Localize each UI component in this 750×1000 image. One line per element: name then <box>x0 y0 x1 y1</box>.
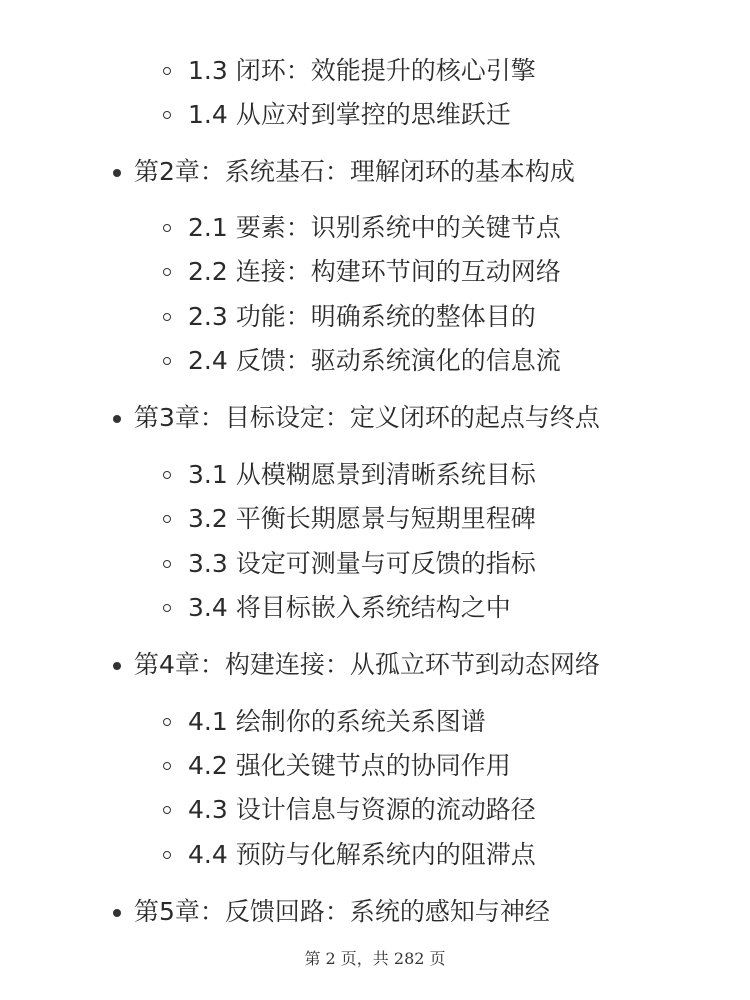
toc-section-label: 4.1 绘制你的系统关系图谱 <box>188 707 486 736</box>
toc-section-label: 3.1 从模糊愿景到清晰系统目标 <box>188 460 536 489</box>
circle-bullet-icon <box>163 224 171 232</box>
disc-bullet-icon <box>113 415 121 423</box>
toc-section-label: 3.4 将目标嵌入系统结构之中 <box>188 593 511 622</box>
toc-section-label: 2.4 反馈：驱动系统演化的信息流 <box>188 346 561 375</box>
toc-section-label: 4.3 设计信息与资源的流动路径 <box>188 795 536 824</box>
circle-bullet-icon <box>163 851 171 859</box>
page-number-footer: 第 2 页，共 282 页 <box>304 949 446 968</box>
disc-bullet-icon <box>113 169 121 177</box>
toc-chapter-label: 第4章：构建连接：从孤立环节到动态网络 <box>134 650 600 679</box>
circle-bullet-icon <box>163 515 171 523</box>
circle-bullet-icon <box>163 67 171 75</box>
circle-bullet-icon <box>163 268 171 276</box>
toc-section-label: 3.2 平衡长期愿景与短期里程碑 <box>188 504 536 533</box>
circle-bullet-icon <box>163 762 171 770</box>
toc-chapter-label: 第5章：反馈回路：系统的感知与神经 <box>134 897 550 926</box>
toc-section-label: 3.3 设定可测量与可反馈的指标 <box>188 549 536 578</box>
toc-chapter-label: 第2章：系统基石：理解闭环的基本构成 <box>134 157 575 186</box>
circle-bullet-icon <box>163 718 171 726</box>
circle-bullet-icon <box>163 111 171 119</box>
circle-bullet-icon <box>163 604 171 612</box>
circle-bullet-icon <box>163 560 171 568</box>
toc-section-label: 2.3 功能：明确系统的整体目的 <box>188 302 536 331</box>
circle-bullet-icon <box>163 471 171 479</box>
toc-chapter-label: 第3章：目标设定：定义闭环的起点与终点 <box>134 403 600 432</box>
toc-section-label: 2.2 连接：构建环节间的互动网络 <box>188 257 561 286</box>
disc-bullet-icon <box>113 909 121 917</box>
toc-section-label: 4.4 预防与化解系统内的阻滞点 <box>188 840 536 869</box>
disc-bullet-icon <box>113 662 121 670</box>
toc-section-label: 4.2 强化关键节点的协同作用 <box>188 751 511 780</box>
circle-bullet-icon <box>163 357 171 365</box>
circle-bullet-icon <box>163 313 171 321</box>
toc-section-label: 1.3 闭环：效能提升的核心引擎 <box>188 56 536 85</box>
toc-section-label: 2.1 要素：识别系统中的关键节点 <box>188 213 561 242</box>
circle-bullet-icon <box>163 806 171 814</box>
toc-section-label: 1.4 从应对到掌控的思维跃迁 <box>188 100 511 129</box>
